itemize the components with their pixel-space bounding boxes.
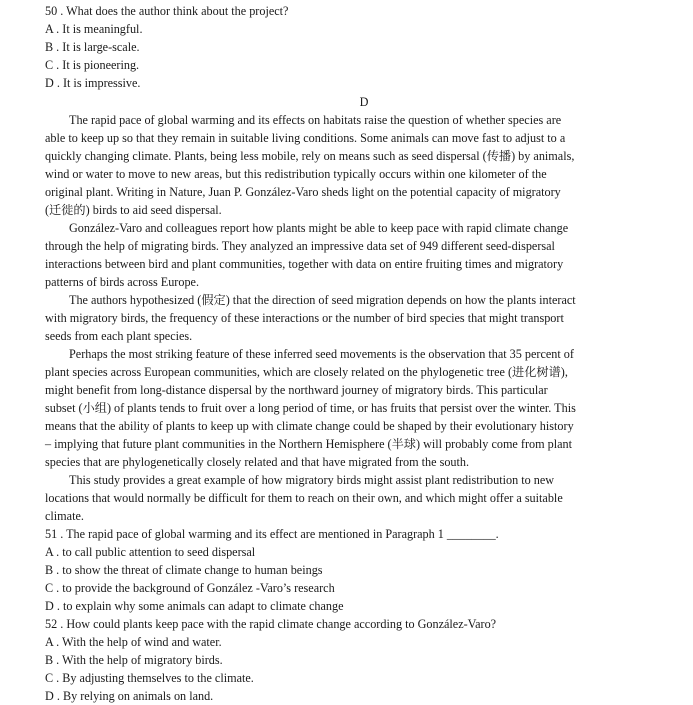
paragraph-line: This study provides a great example of how migratory birds might assist plant redistribution to new [69, 473, 555, 487]
paragraph-5 [45, 471, 683, 525]
section-heading: D [359, 95, 369, 109]
paragraph-line: through the help of migrating birds. They analyzed an impressive data set of 949 different seed-dispersal [45, 239, 555, 253]
paragraph-4 [45, 345, 683, 471]
paragraph-line: González-Varo and colleagues report how plants might be able to keep pace with rapid climate change [69, 221, 569, 235]
option-d: D . It is impressive. [45, 76, 141, 90]
paragraph-line: The authors hypothesized (假定) that the direction of seed migration depends on how the plants interact [69, 293, 576, 307]
option-d: D . to explain why some animals can adapt to climate change [45, 599, 344, 613]
paragraph-line: interactions between bird and plant communities, together with data on entire fruiting times and migratory [45, 257, 564, 271]
paragraph-line: able to keep up so that they remain in suitable living conditions. Some animals can move fast to adjust to a [45, 131, 566, 145]
question-52 [45, 615, 683, 705]
paragraph-line: subset (小组) of plants tends to fruit over a long period of time, or has fruits that persist over the winter. This [45, 401, 576, 415]
paragraph-line: with migratory birds, the frequency of these interactions or the number of bird species that might transport [45, 311, 564, 325]
option-a: A . With the help of wind and water. [45, 635, 222, 649]
paragraph-line: – implying that future plant communities in the Northern Hemisphere (半球) will probably come from plant [45, 437, 572, 451]
paragraph-3 [45, 291, 683, 345]
paragraph-line: locations that would normally be difficult for them to reach on their own, and which might offer a suitable [45, 491, 563, 505]
option-a: A . to call public attention to seed dispersal [45, 545, 256, 559]
question-51 [45, 525, 683, 615]
option-b: B . It is large-scale. [45, 40, 140, 54]
option-c: C . to provide the background of González -Varo’s research [45, 581, 335, 595]
paragraph-1 [45, 111, 683, 219]
paragraph-line: species that are phylogenetically closely related and that have migrated from the south. [45, 455, 470, 469]
passage [45, 111, 683, 525]
paragraph-line: The rapid pace of global warming and its effects on habitats raise the question of whether species are [69, 113, 562, 127]
paragraph-line: plant species across European communities, which are closely related on the phylogenetic tree (进化树谱), [45, 365, 568, 379]
option-a: A . It is meaningful. [45, 22, 143, 36]
question-stem: 51 . The rapid pace of global warming and its effect are mentioned in Paragraph 1 ________. [45, 527, 499, 541]
paragraph-line: Perhaps the most striking feature of these inferred seed movements is the observation that 35 percent of [69, 347, 574, 361]
option-c: C . It is pioneering. [45, 58, 140, 72]
paragraph-line: patterns of birds across Europe. [45, 275, 199, 289]
option-d: D . By relying on animals on land. [45, 689, 214, 703]
paragraph-line: means that the ability of plants to keep up with climate change could be shaped by their evolutionary history [45, 419, 574, 433]
option-b: B . With the help of migratory birds. [45, 653, 223, 667]
paragraph-line: wind or water to move to new areas, but this redistribution typically occurs within one kilometer of the [45, 167, 547, 181]
paragraph-line: quickly changing climate. Plants, being less mobile, rely on means such as seed dispersal (传播) by animals, [45, 149, 575, 163]
paragraph-line: might benefit from long-distance dispersal by the northward journey of migratory birds. This particular [45, 383, 548, 397]
paragraph-line: climate. [45, 509, 84, 523]
paragraph-2 [45, 219, 683, 291]
paragraph-line: seeds from each plant species. [45, 329, 193, 343]
paragraph-line: (迁徙的) birds to aid seed dispersal. [45, 203, 222, 217]
question-stem: 52 . How could plants keep pace with the rapid climate change according to González-Varo? [45, 617, 497, 631]
paragraph-line: original plant. Writing in Nature, Juan P. González-Varo sheds light on the potential capacity of migratory [45, 185, 561, 199]
question-stem: 50 . What does the author think about the project? [45, 4, 289, 18]
option-c: C . By adjusting themselves to the climate. [45, 671, 254, 685]
question-50 [45, 2, 683, 92]
option-b: B . to show the threat of climate change to human beings [45, 563, 323, 577]
